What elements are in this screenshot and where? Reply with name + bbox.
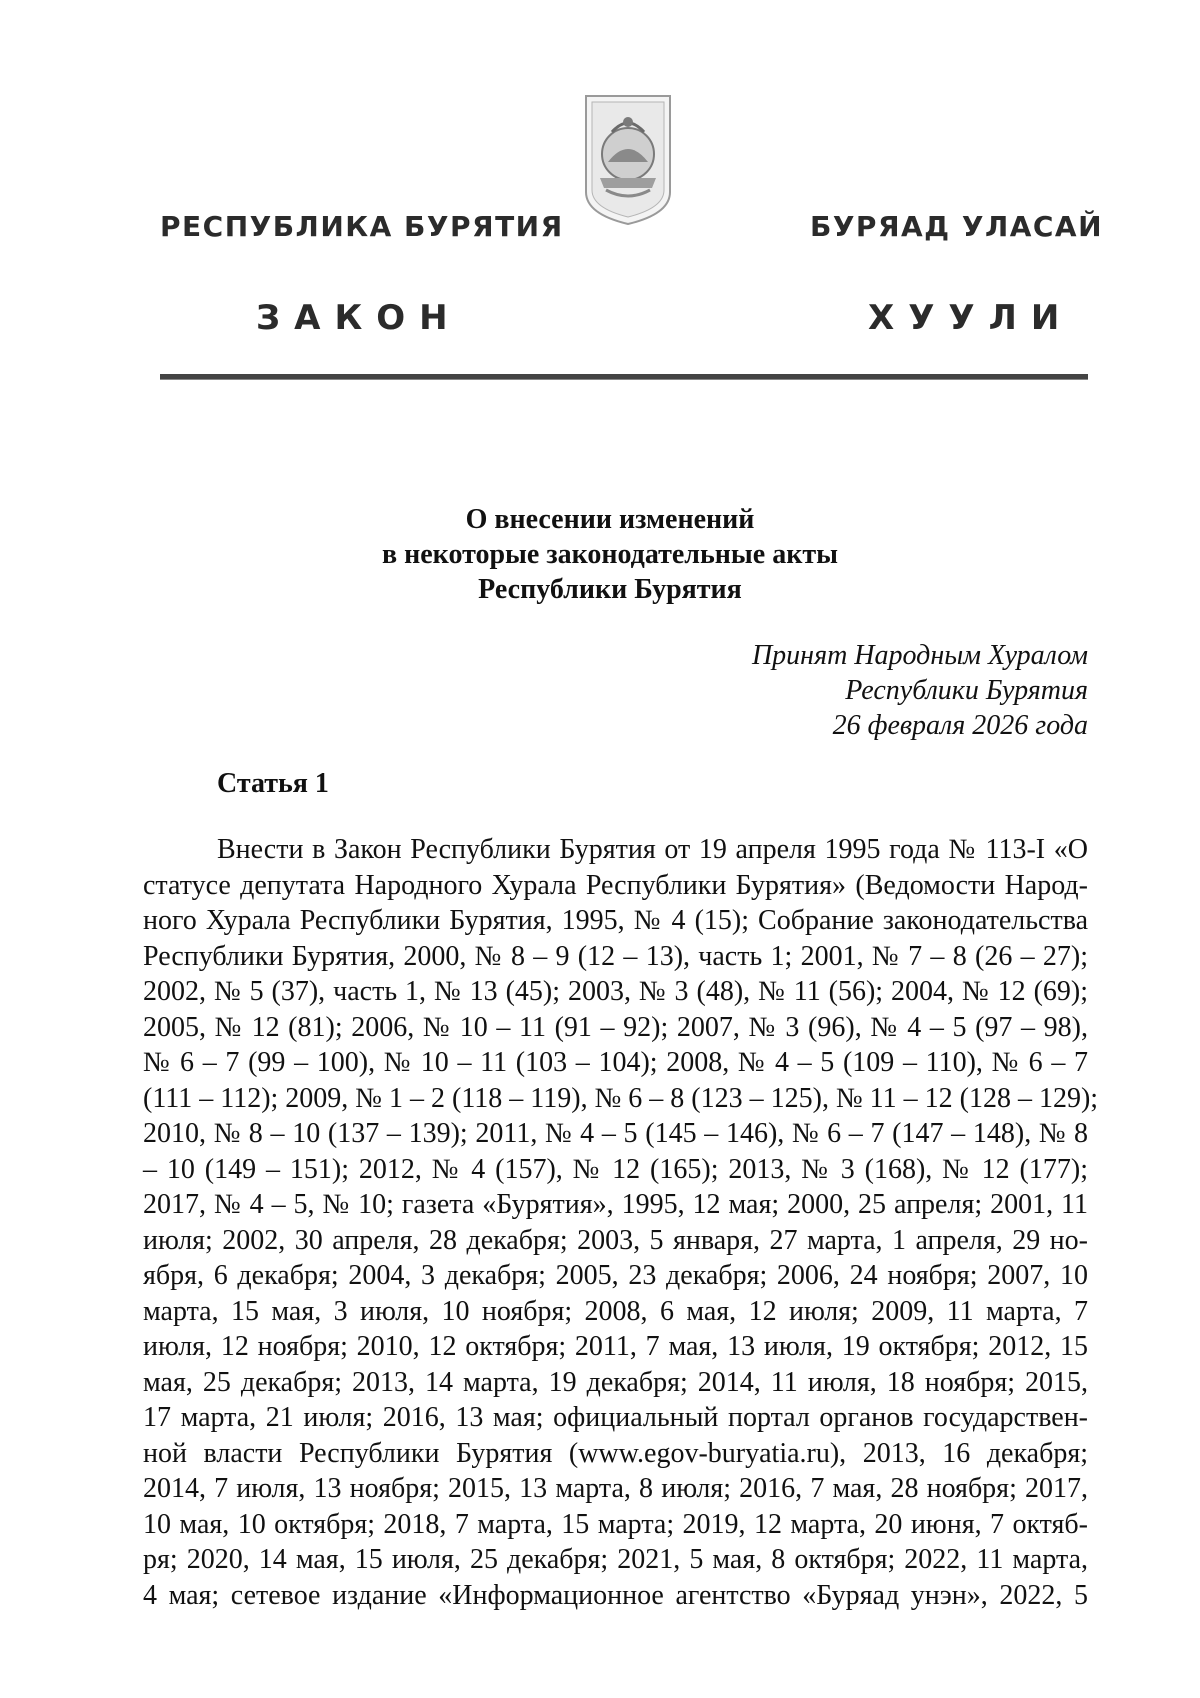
body-line: 2010, № 8 – 10 (137 – 139); 2011, № 4 – 5 (145 – 146), № 6 – 7 (147 – 148), № 8 [143, 1118, 1088, 1149]
adoption-line: Республики Бурятия [845, 675, 1088, 706]
adoption-line: Принят Народным Хуралом [751, 640, 1088, 671]
body-line: ного Хурала Республики Бурятия, 1995, № 4 (15); Собрание законодательства [143, 905, 1088, 936]
law-label-bua: ХУУЛИ [868, 298, 1074, 338]
body-line: Республики Бурятия, 2000, № 8 – 9 (12 – 13), часть 1; 2001, № 7 – 8 (26 – 27); [143, 940, 1088, 972]
body-line: № 6 – 7 (99 – 100), № 10 – 11 (103 – 104); 2008, № 4 – 5 (109 – 110), № 6 – 7 [143, 1047, 1088, 1078]
title-line: в некоторые законодательные акты [382, 539, 838, 570]
body-line: ря; 2020, 14 мая, 15 июля, 25 декабря; 2021, 5 мая, 8 октября; 2022, 11 марта, [143, 1544, 1088, 1575]
body-line: 17 марта, 21 июля; 2016, 13 мая; официальный портал органов государствен- [143, 1402, 1088, 1433]
body-line: 2002, № 5 (37), часть 1, № 13 (45); 2003, № 3 (48), № 11 (56); 2004, № 12 (69); [143, 976, 1088, 1007]
body-line: 2017, № 4 – 5, № 10; газета «Бурятия», 1995, 12 мая; 2000, 25 апреля; 2001, 11 [143, 1189, 1088, 1220]
body-line: июля, 12 ноября; 2010, 12 октября; 2011, 7 мая, 13 июля, 19 октября; 2012, 15 [143, 1331, 1088, 1362]
body-line: 10 мая, 10 октября; 2018, 7 марта, 15 марта; 2019, 12 марта, 20 июня, 7 октяб- [143, 1508, 1088, 1540]
title-line: Республики Бурятия [478, 574, 742, 605]
coat-of-arms-icon [582, 92, 674, 228]
body-line: 2005, № 12 (81); 2006, № 10 – 11 (91 – 92); 2007, № 3 (96), № 4 – 5 (97 – 98), [143, 1011, 1088, 1043]
title-line: О внесении изменений [465, 504, 755, 535]
republic-name-bua: БУРЯАД УЛАСАЙ [810, 210, 1104, 243]
body-line: мая, 25 декабря; 2013, 14 марта, 19 декабря; 2014, 11 июля, 18 ноября; 2015, [143, 1366, 1088, 1398]
adoption-line: 26 февраля 2026 года [832, 710, 1088, 741]
article-body [143, 832, 1099, 1613]
body-line: 4 мая; сетевое издание «Информационное агентство «Буряад унэн», 2022, 5 [143, 1579, 1088, 1611]
republic-name-ru: РЕСПУБЛИКА БУРЯТИЯ [160, 210, 564, 243]
law-label-ru: ЗАКОН [256, 298, 462, 338]
article-heading: Статья 1 [217, 768, 329, 799]
body-line: статусе депутата Народного Хурала Республики Бурятия» (Ведомости Народ- [143, 869, 1088, 901]
body-line: 2014, 7 июля, 13 ноября; 2015, 13 марта, 8 июля; 2016, 7 мая, 28 ноября; 2017, [143, 1473, 1088, 1504]
adoption-note [752, 638, 1088, 743]
body-line: июля; 2002, 30 апреля, 28 декабря; 2003, 5 января, 27 марта, 1 апреля, 29 но- [143, 1224, 1088, 1256]
body-line: Внести в Закон Республики Бурятия от 19 апреля 1995 года № 113-I «О [217, 834, 1088, 865]
body-line: ября, 6 декабря; 2004, 3 декабря; 2005, 23 декабря; 2006, 24 ноября; 2007, 10 [143, 1260, 1088, 1291]
body-line: (111 – 112); 2009, № 1 – 2 (118 – 119), № 6 – 8 (123 – 125), № 11 – 12 (128 – 129); [143, 1082, 1099, 1114]
header-divider [160, 374, 1088, 380]
body-line: ной власти Республики Бурятия (www.egov-buryatia.ru), 2013, 16 декабря; [143, 1437, 1088, 1469]
body-line: марта, 15 мая, 3 июля, 10 ноября; 2008, 6 мая, 12 июля; 2009, 11 марта, 7 [143, 1295, 1088, 1327]
body-line: – 10 (149 – 151); 2012, № 4 (157), № 12 (165); 2013, № 3 (168), № 12 (177); [143, 1153, 1088, 1185]
document-title [300, 502, 920, 607]
